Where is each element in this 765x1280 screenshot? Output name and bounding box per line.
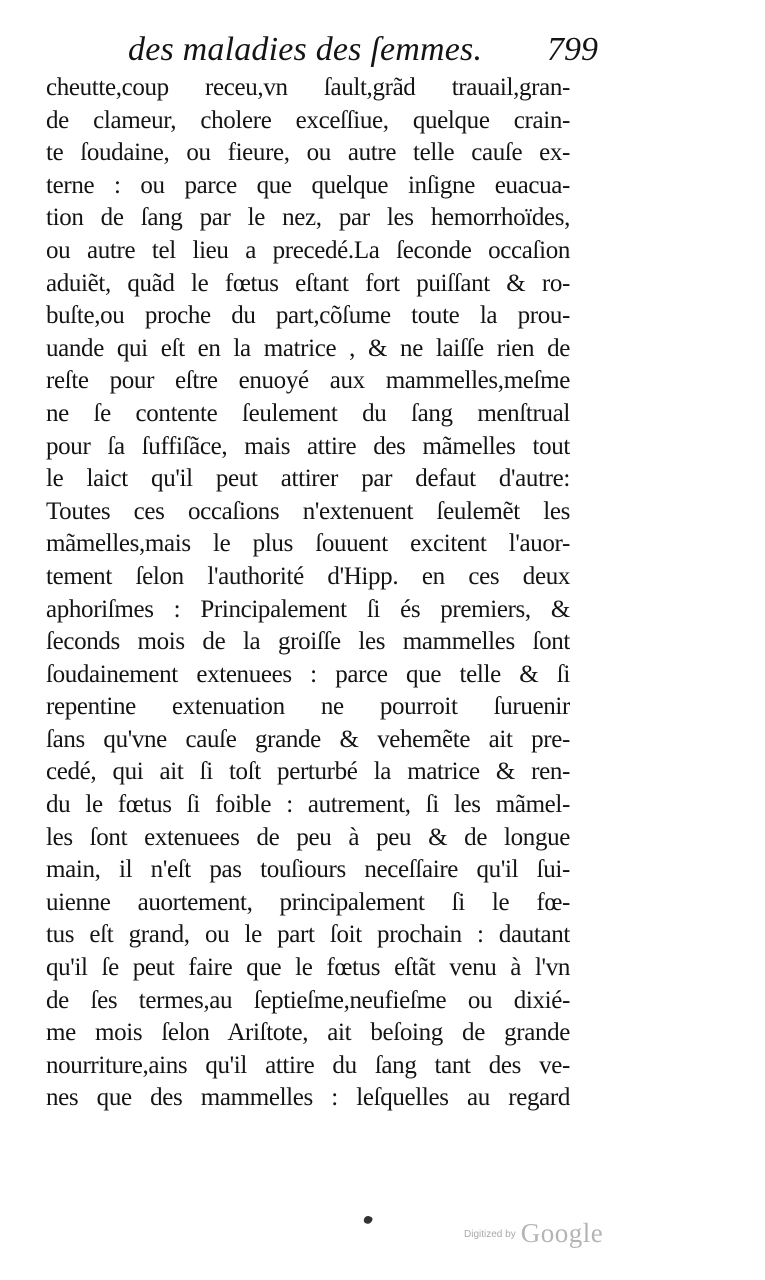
body-text [46,72,570,1115]
watermark-caption: Digitized by [464,1229,516,1240]
text-line: repentine extenuation ne pourroit ſuruenir [46,693,570,721]
text-line: cheutte,coup receu,vn ſault,grãd trauail,gran- [46,74,570,101]
text-line: tement ſelon l'authorité d'Hipp. en ces deux [46,562,570,590]
text-line: tion de ſang par le nez, par les hemorrhoïdes, [46,204,570,232]
text-line: ſoudainement extenuees : parce que telle & ſi [46,660,570,688]
text-line: mãmelles,mais le plus ſouuent excitent l'auor- [46,530,570,558]
text-line: ou autre tel lieu a precedé.La ſeconde occaſion [46,236,570,264]
text-line: reſte pour eſtre enuoyé aux mammelles,meſme [46,367,570,395]
text-line: terne : ou parce que quelque inſigne euacua- [46,171,570,199]
text-line: de ſes termes,au ſeptieſme,neufieſme ou dixié- [46,986,570,1014]
text-line: me mois ſelon Ariſtote, ait beſoing de grande [46,1019,570,1047]
text-line: tus eſt grand, ou le part ſoit prochain : dautant [46,921,570,949]
text-line: qu'il ſe peut faire que le fœtus eſtãt venu à l'vn [46,954,570,982]
google-logo: Google [520,1218,604,1248]
text-line: ſeconds mois de la groiſſe les mammelles ſont [46,628,570,656]
text-line: nes que des mammelles : leſquelles au regard [46,1084,570,1112]
text-line: aphoriſmes : Principalement ſi és premiers, & [46,595,570,623]
text-line: du le fœtus ſi foible : autrement, ſi les mãmel- [46,791,570,819]
running-title: des maladies des ſemmes. [128,31,483,68]
text-line: pour ſa ſuffiſãce, mais attire des mãmelles tout [46,432,570,460]
text-line: uande qui eſt en la matrice , & ne laiſſe rien de [46,334,570,362]
page-header [128,28,598,72]
text-line: nourriture,ains qu'il attire du ſang tant des ve- [46,1051,570,1079]
ink-speck [363,1215,374,1226]
text-line: ne ſe contente ſeulement du ſang menſtrual [46,399,570,427]
text-line: aduiẽt, quãd le fœtus eſtant fort puiſſant & ro- [46,269,570,297]
text-line: les ſont extenuees de peu à peu & de longue [46,823,570,851]
text-line: buſte,ou proche du part,cõſume toute la prou- [46,302,570,330]
digitization-watermark [464,1214,603,1248]
text-line: cedé, qui ait ſi toſt perturbé la matrice & ren- [46,758,570,786]
text-line: ſans qu'vne cauſe grande & vehemẽte ait pre- [46,725,570,753]
text-line: uienne auortement, principalement ſi le fœ- [46,888,570,916]
text-line: Toutes ces occaſions n'extenuent ſeulemẽt les [46,497,570,525]
text-line: main, il n'eſt pas touſiours neceſſaire qu'il ſui- [46,856,570,884]
text-line: le laict qu'il peut attirer par defaut d'autre: [46,465,570,493]
text-line: te ſoudaine, ou fieure, ou autre telle cauſe ex- [46,139,570,167]
page-number: 799 [547,31,598,68]
text-line: de clameur, cholere exceſſiue, quelque crain- [46,106,570,134]
